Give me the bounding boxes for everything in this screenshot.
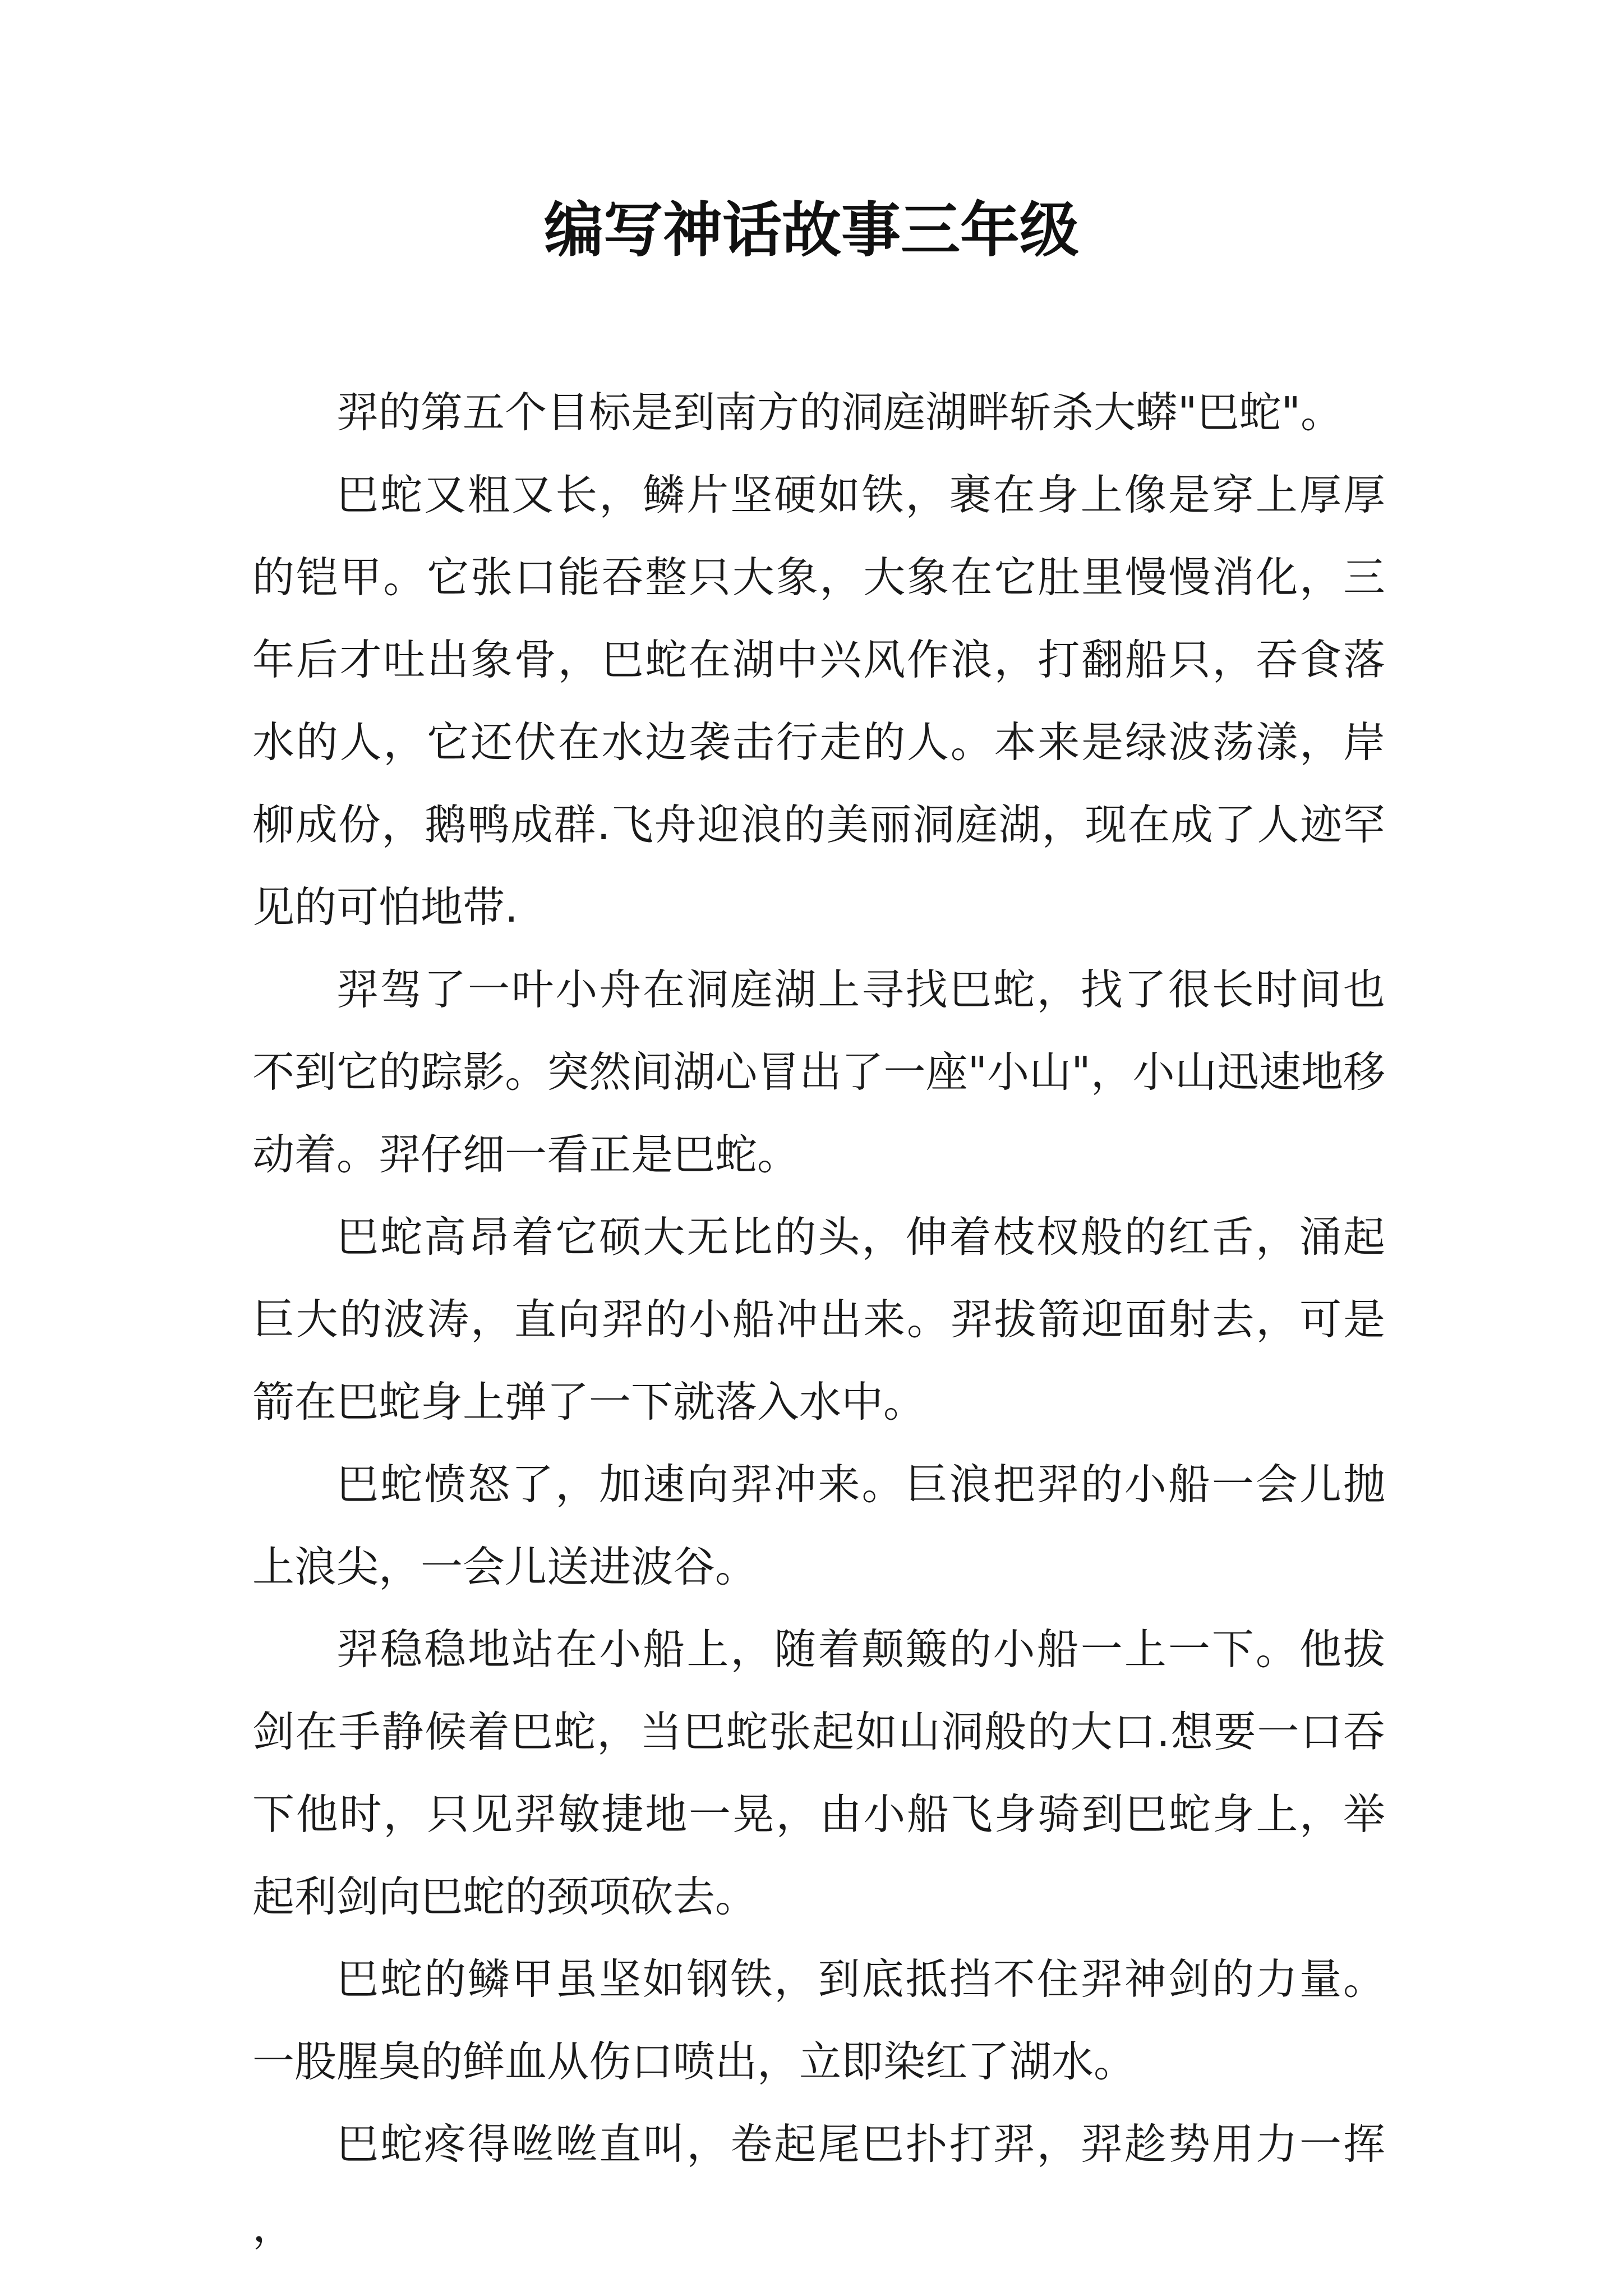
paragraph: 羿的第五个目标是到南方的洞庭湖畔斩杀大蟒"巴蛇"。 [336, 388, 1343, 437]
paragraph: 巴蛇的鳞甲虽坚如钢铁，到底抵挡不住羿神剑的力量。一股腥臭的鲜血从伤口喷出，立即染红了湖水。 [252, 1954, 1385, 2086]
paragraph: 巴蛇愤怒了，加速向羿冲来。巨浪把羿的小船一会儿抛上浪尖，一会儿送进波谷。 [252, 1460, 1385, 1591]
paragraph: 巴蛇疼得咝咝直叫，卷起尾巴扑打羿，羿趁势用力一挥， [252, 2119, 1385, 2251]
paragraph: 巴蛇又粗又长，鳞片坚硬如铁，裹在身上像是穿上厚厚的铠甲。它张口能吞整只大象，大象在它肚里慢慢消化，三年后才吐出象骨，巴蛇在湖中兴风作浪，打翻船只，吞食落水的人，它还伏在水边袭击行走的人。本来是绿波荡漾，岸柳成份，鹅鸭成群.飞舟迎浪的美丽洞庭湖，现在成了人迹罕见的可怕地带. [252, 470, 1385, 932]
paragraph: 羿稳稳地站在小船上，随着颠簸的小船一上一下。他拔剑在手静候着巴蛇，当巴蛇张起如山洞般的大口.想要一口吞下他时，只见羿敏捷地一晃，由小船飞身骑到巴蛇身上，举起利剑向巴蛇的颈项砍去。 [252, 1625, 1385, 1921]
document-title: 编写神话故事三年级 [544, 195, 1079, 265]
paragraph: 巴蛇高昂着它硕大无比的头，伸着枝杈般的红舌，涌起巨大的波涛，直向羿的小船冲出来。羿拔箭迎面射去，可是箭在巴蛇身上弹了一下就落入水中。 [252, 1212, 1385, 1427]
paragraph: 羿驾了一叶小舟在洞庭湖上寻找巴蛇，找了很长时间也不到它的踪影。突然间湖心冒出了一座"小山"，小山迅速地移动着。羿仔细一看正是巴蛇。 [252, 965, 1385, 1179]
document-body [252, 371, 1385, 2268]
